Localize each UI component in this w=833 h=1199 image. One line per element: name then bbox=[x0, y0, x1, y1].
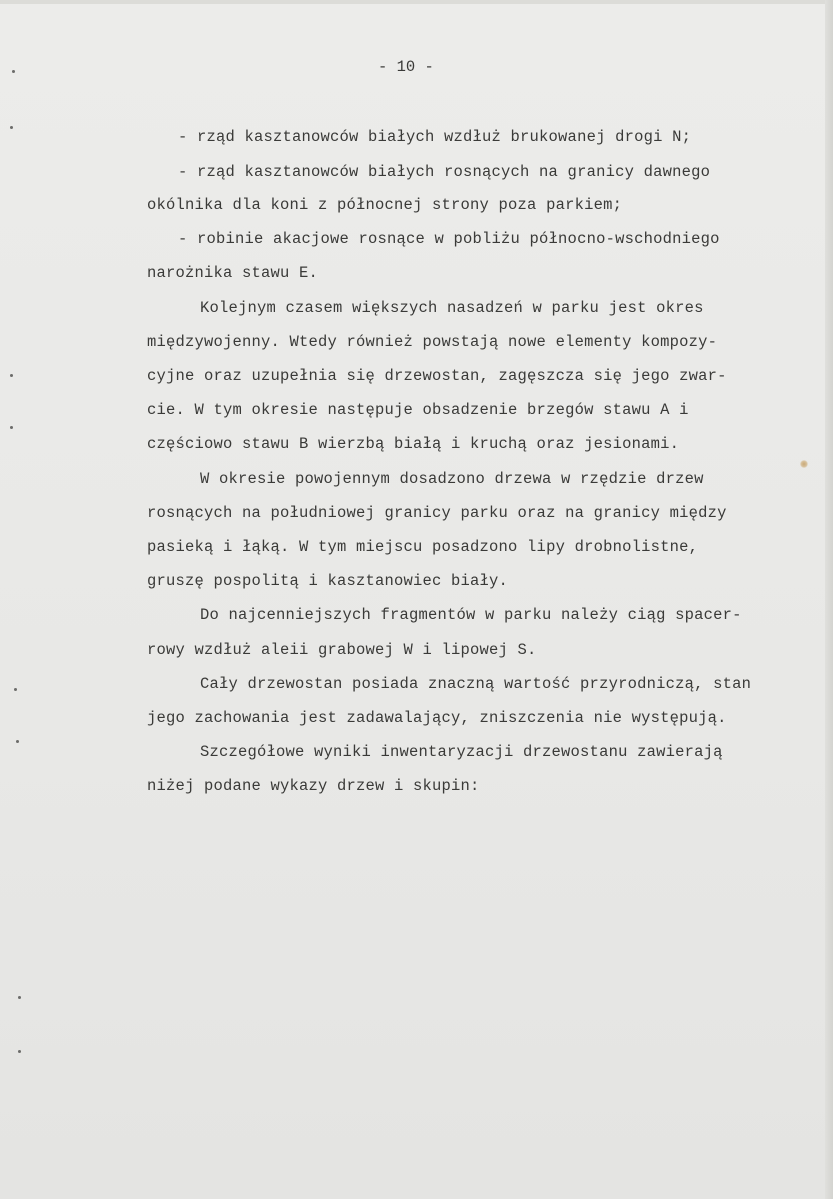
margin-mark bbox=[10, 126, 13, 129]
page-top-edge bbox=[0, 0, 833, 4]
text-line-content: W okresie powojennym dosadzono drzewa w rzędzie drzew bbox=[200, 470, 704, 488]
text-line-content: okólnika dla koni z północnej strony poza parkiem; bbox=[147, 196, 623, 214]
text-line-content: Szczegółowe wyniki inwentaryzacji drzewostanu zawierają bbox=[200, 743, 723, 761]
text-line-content: - rząd kasztanowców białych wzdłuż brukowanej drogi N; bbox=[178, 128, 692, 146]
text-line-content: cyjne oraz uzupełnia się drzewostan, zagęszcza się jego zwar- bbox=[147, 367, 727, 385]
margin-mark bbox=[16, 740, 19, 743]
ink-blot bbox=[800, 460, 808, 468]
text-line-content: Cały drzewostan posiada znaczną wartość przyrodniczą, stan bbox=[200, 675, 752, 693]
text-line-content: jego zachowania jest zadawalający, zniszczenia nie występują. bbox=[147, 709, 727, 727]
margin-mark bbox=[14, 688, 17, 691]
margin-mark bbox=[12, 70, 15, 73]
text-line-content: międzywojenny. Wtedy również powstają nowe elementy kompozy- bbox=[147, 333, 718, 351]
text-line-content: częściowo stawu B wierzbą białą i kruchą oraz jesionami. bbox=[147, 435, 680, 453]
text-line-content: rosnących na południowej granicy parku oraz na granicy między bbox=[147, 504, 727, 522]
text-line-content: Do najcenniejszych fragmentów w parku należy ciąg spacer- bbox=[200, 606, 742, 624]
text-line-content: gruszę pospolitą i kasztanowiec biały. bbox=[147, 572, 509, 590]
text-line-content: - rząd kasztanowców białych rosnących na granicy dawnego bbox=[178, 163, 711, 181]
margin-mark bbox=[18, 1050, 21, 1053]
text-line-content: pasieką i łąką. W tym miejscu posadzono lipy drobnolistne, bbox=[147, 538, 699, 556]
page-right-edge bbox=[825, 0, 833, 1199]
text-line-content: narożnika stawu E. bbox=[147, 264, 319, 282]
text-line-content: niżej podane wykazy drzew i skupin: bbox=[147, 777, 480, 795]
margin-mark bbox=[18, 996, 21, 999]
page-number: - 10 - bbox=[378, 58, 434, 76]
text-line-content: cie. W tym okresie następuje obsadzenie brzegów stawu A i bbox=[147, 401, 689, 419]
text-line-content: rowy wzdłuż aleii grabowej W i lipowej S. bbox=[147, 641, 537, 659]
margin-mark bbox=[10, 374, 13, 377]
text-line-content: Kolejnym czasem większych nasadzeń w parku jest okres bbox=[200, 299, 704, 317]
margin-mark bbox=[10, 426, 13, 429]
text-line-content: - robinie akacjowe rosnące w pobliżu północno-wschodniego bbox=[178, 230, 720, 248]
